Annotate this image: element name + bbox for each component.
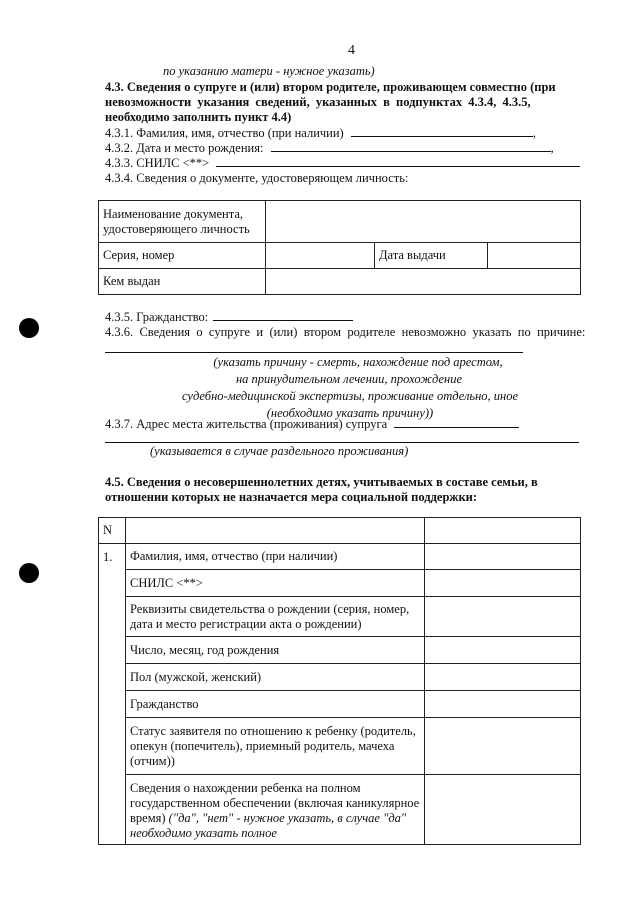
- binder-hole-bottom: [19, 563, 39, 583]
- field-address-label: 4.3.7. Адрес места жительства (проживания) супруга: [105, 417, 388, 431]
- reason-hint-line3: судебно-медицинской экспертизы, проживание отдельно, иное: [181, 389, 519, 403]
- field-address-input[interactable]: [394, 416, 519, 428]
- col-field-header: [126, 518, 425, 544]
- state-support-value[interactable]: [425, 775, 581, 845]
- child-fio-value[interactable]: [425, 544, 581, 570]
- field-snils-label: 4.3.3. СНИЛС <**>: [105, 156, 210, 170]
- state-support-text: Сведения о нахождении ребенка на полном государственном обеспечении (включая каникулярное время): [130, 781, 420, 825]
- child-birthdate-label: Число, месяц, год рождения: [126, 637, 425, 664]
- children-table: [98, 517, 581, 845]
- field-fio-label: 4.3.1. Фамилия, имя, отчество (при наличии): [105, 126, 344, 140]
- field-snils-input[interactable]: [216, 155, 580, 167]
- page-number: 4: [348, 43, 355, 58]
- applicant-status-label: Статус заявителя по отношению к ребенку (родитель, опекун (попечитель), приемный родитель, мачеха (отчим)): [126, 718, 425, 775]
- child-birth-cert-value[interactable]: [425, 597, 581, 637]
- doc-series-value[interactable]: [266, 243, 375, 269]
- doc-date-label: Дата выдачи: [375, 243, 488, 269]
- section-4-3-heading-line3: необходимо заполнить пункт 4.4): [105, 110, 292, 124]
- reason-hint-line4: (необходимо указать причину)): [266, 406, 434, 420]
- section-4-5-heading: [105, 475, 585, 505]
- reason-hint-line2: на принудительном лечении, прохождение: [235, 372, 463, 386]
- child-fio-label: Фамилия, имя, отчество (при наличии): [126, 544, 425, 570]
- field-citizenship-input[interactable]: [213, 309, 353, 321]
- doc-date-value[interactable]: [488, 243, 581, 269]
- child-snils-value[interactable]: [425, 570, 581, 597]
- continuation-text: по указанию матери - нужное указать): [163, 64, 375, 78]
- field-fio-input[interactable]: [351, 125, 533, 137]
- binder-hole-top: [19, 318, 39, 338]
- field-doc-heading: 4.3.4. Сведения о документе, удостоверяющем личность:: [105, 171, 409, 185]
- child-birth-cert-label: Реквизиты свидетельства о рождении (серия, номер, дата и место регистрации акта о рождении): [126, 597, 425, 637]
- child-sex-label: Пол (мужской, женский): [126, 664, 425, 691]
- field-address: [105, 416, 519, 432]
- section-4-5-heading-line2: отношении которых не назначается мера социальной поддержки:: [105, 490, 478, 504]
- col-value-header: [425, 518, 581, 544]
- doc-name-label: Наименование документа, удостоверяющего личность: [99, 201, 266, 243]
- state-support-hint: ("да", "нет" - нужное указать, в случае "да" необходимо указать полное: [130, 811, 407, 840]
- section-4-3-heading-line2: невозможности указания сведений, указанных в подпунктах 4.3.4, 4.3.5,: [105, 95, 531, 109]
- field-birth-label: 4.3.2. Дата и место рождения:: [105, 141, 264, 155]
- field-address-input-line2[interactable]: [105, 431, 579, 443]
- section-4-5-heading-line1: 4.5. Сведения о несовершеннолетних детях, учитываемых в составе семьи, в: [105, 475, 538, 489]
- doc-name-value[interactable]: [266, 201, 581, 243]
- section-4-3-heading-line1: 4.3. Сведения о супруге и (или) втором родителе, проживающем совместно (при: [105, 80, 556, 94]
- field-reason: 4.3.6. Сведения о супруге и (или) втором родителе невозможно указать по причине:: [105, 325, 586, 339]
- field-fio: 4.3.1. Фамилия, имя, отчество (при наличии) ,: [105, 126, 536, 140]
- child-sex-value[interactable]: [425, 664, 581, 691]
- reason-hint: [160, 355, 540, 421]
- identity-document-table: [98, 200, 581, 295]
- child-citizenship-value[interactable]: [425, 691, 581, 718]
- doc-issuer-value[interactable]: [266, 269, 581, 295]
- state-support-label: [126, 775, 425, 845]
- field-citizenship: [105, 309, 353, 325]
- child-citizenship-label: Гражданство: [126, 691, 425, 718]
- child-birthdate-value[interactable]: [425, 637, 581, 664]
- doc-series-label: Серия, номер: [99, 243, 266, 269]
- field-snils: [105, 155, 580, 171]
- address-hint: (указывается в случае раздельного проживания): [150, 444, 409, 458]
- doc-issuer-label: Кем выдан: [99, 269, 266, 295]
- row-number: 1.: [99, 544, 126, 845]
- applicant-status-value[interactable]: [425, 718, 581, 775]
- field-birth-input[interactable]: [271, 140, 551, 152]
- reason-hint-line1: (указать причину - смерть, нахождение под арестом,: [213, 355, 503, 369]
- field-citizenship-label: 4.3.5. Гражданство:: [105, 310, 209, 324]
- field-birth: 4.3.2. Дата и место рождения: ,: [105, 141, 554, 155]
- section-4-3-heading: [105, 80, 605, 125]
- field-reason-input[interactable]: [105, 341, 523, 353]
- child-snils-label: СНИЛС <**>: [126, 570, 425, 597]
- col-n-header: N: [99, 518, 126, 544]
